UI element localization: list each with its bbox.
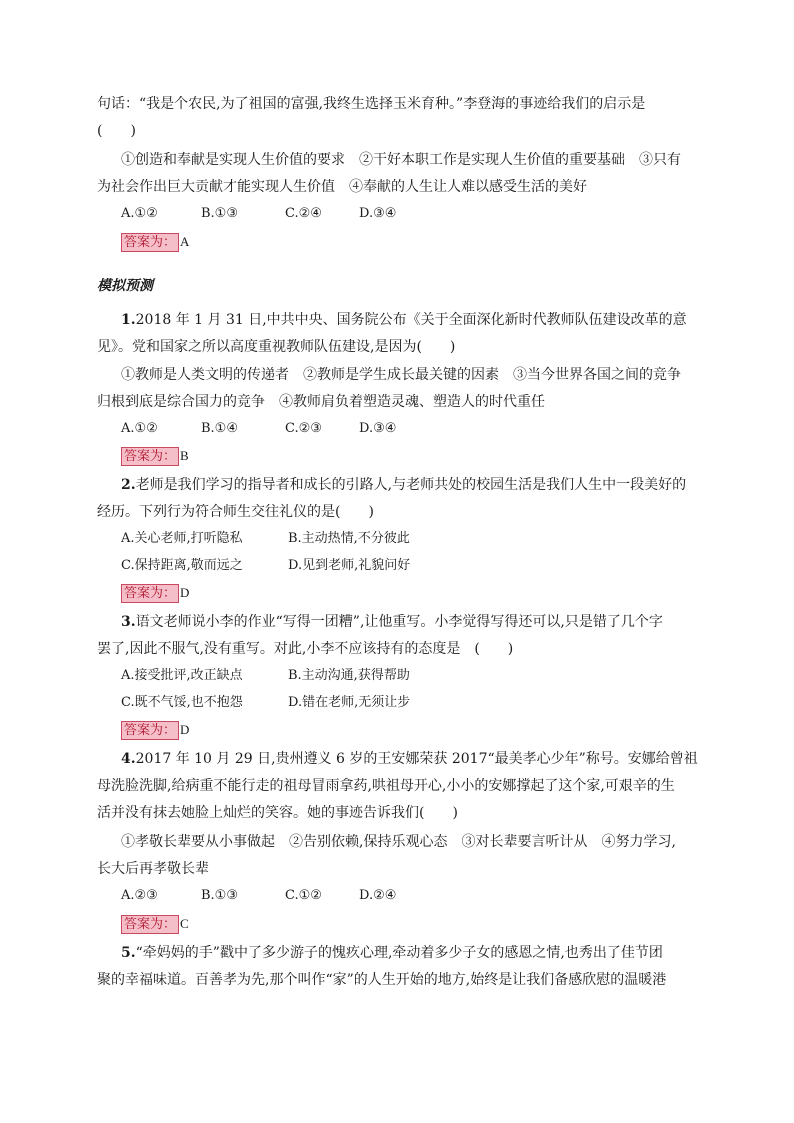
q3-number: 3. [121, 614, 136, 630]
option-d: D.③④ [359, 206, 397, 221]
q4-number: 4. [121, 751, 136, 767]
section-title: 模拟预测 [97, 278, 153, 294]
q4-choices-line2: 长大后再孝敬长辈 [97, 861, 209, 877]
q1-text1: 2018 年 1 月 31 日,中共中央、国务院公布《关于全面深化新时代教师队伍建设改革的意 [135, 312, 687, 328]
q4-choices-line1: ①孝敬长辈要从小事做起 ②告别依赖,保持乐观心态 ③对长辈要言听计从 ④努力学习, [121, 834, 676, 850]
option-c: C.②③ [285, 421, 322, 436]
option-a: A.关心老师,打听隐私 [121, 531, 243, 546]
answer-value: B [180, 448, 189, 463]
q1-choices-line2: 归根到底是综合国力的竞争 ④教师肩负着塑造灵魂、塑造人的时代重任 [97, 394, 545, 410]
option-b: B.①③ [201, 206, 238, 221]
q4-line3: 活并没有抹去她脸上灿烂的笑容。她的事迹告诉我们( ) [97, 805, 458, 821]
option-b: B.①③ [201, 888, 238, 903]
q4-answer [121, 914, 189, 934]
q3-options-row1 [121, 666, 410, 686]
q1-line2: 见》。党和国家之所以高度重视教师队伍建设,是因为( ) [97, 339, 456, 355]
option-b: B.①④ [201, 421, 238, 436]
q5-line1 [121, 943, 663, 963]
q3-options-row2 [121, 693, 410, 713]
q3-answer [121, 720, 189, 740]
q1-line1 [121, 310, 687, 330]
answer-value: D [180, 585, 190, 600]
q5-line2: 聚的幸福味道。百善孝为先,那个叫作“家”的人生开始的地方,始终是让我们备感欣慰的温暖港 [97, 972, 667, 988]
answer-label: 答案为： [121, 233, 179, 252]
answer-label: 答案为： [121, 721, 179, 740]
q5-number: 5. [121, 945, 136, 961]
q3-line1 [121, 612, 663, 632]
option-a: A.①② [121, 421, 158, 436]
answer-value: C [180, 916, 189, 931]
q4-line2: 母洗脸洗脚,给病重不能行走的祖母冒雨拿药,哄祖母开心,小小的安娜撑起了这个家,可艰辛的生 [97, 778, 675, 794]
option-a: A.②③ [121, 888, 158, 903]
q1-choices-line1: ①教师是人类文明的传递者 ②教师是学生成长最关键的因素 ③当今世界各国之间的竞争 [121, 367, 681, 383]
answer-value: A [180, 234, 190, 249]
q2-text1: 老师是我们学习的指导者和成长的引路人,与老师共处的校园生活是我们人生中一段美好的 [135, 477, 687, 493]
prev-question-line1: 句话：“我是个农民,为了祖国的富强,我终生选择玉米育种。”李登海的事迹给我们的启示是 [97, 96, 646, 112]
q1-options [121, 419, 396, 439]
option-d: D.见到老师,礼貌问好 [288, 558, 411, 573]
answer-label: 答案为： [121, 915, 179, 934]
q2-answer [121, 583, 189, 603]
q2-line2: 经历。下列行为符合师生交往礼仪的是( ) [97, 504, 374, 520]
q3-line2: 罢了,因此不服气,没有重写。对此,小李不应该持有的态度是 ( ) [97, 641, 514, 657]
option-b: B.主动热情,不分彼此 [288, 531, 410, 546]
option-a: A.①② [121, 206, 158, 221]
q1-number: 1. [121, 312, 136, 328]
answer-label: 答案为： [121, 447, 179, 466]
prev-question-options [121, 204, 396, 224]
answer-label: 答案为： [121, 584, 179, 603]
q3-text1: 语文老师说小李的作业“写得一团糟”,让他重写。小李觉得写得还可以,只是错了几个字 [135, 614, 663, 630]
option-d: D.②④ [359, 888, 397, 903]
prev-question-line2: ( ) [97, 123, 136, 139]
option-c: C.①② [285, 888, 322, 903]
option-c: C.②④ [285, 206, 322, 221]
q2-options-row2 [121, 556, 410, 576]
q2-number: 2. [121, 477, 136, 493]
option-d: D.③④ [359, 421, 397, 436]
option-d: D.错在老师,无须让步 [288, 695, 411, 710]
prev-question-answer [121, 232, 189, 252]
option-c: C.保持距离,敬而远之 [121, 558, 243, 573]
q5-text1: “牵妈妈的手”戳中了多少游子的愧疚心理,牵动着多少子女的感恩之情,也秀出了佳节团 [135, 945, 663, 961]
option-a: A.接受批评,改正缺点 [121, 668, 243, 683]
q4-line1 [121, 749, 698, 769]
prev-question-choices-line2: 为社会作出巨大贡献才能实现人生价值 ④奉献的人生让人难以感受生活的美好 [97, 179, 587, 195]
option-b: B.主动沟通,获得帮助 [288, 668, 410, 683]
q1-answer [121, 446, 189, 466]
q4-options [121, 886, 396, 906]
q2-line1 [121, 475, 686, 495]
option-c: C.既不气馁,也不抱怨 [121, 695, 243, 710]
q2-options-row1 [121, 529, 410, 549]
answer-value: D [180, 722, 190, 737]
q4-text1: 2017 年 10 月 29 日,贵州遵义 6 岁的王安娜荣获 2017“最美孝心少年”称号。安娜给曾祖 [135, 751, 698, 767]
prev-question-choices-line1: ①创造和奉献是实现人生价值的要求 ②干好本职工作是实现人生价值的重要基础 ③只有 [121, 152, 681, 168]
